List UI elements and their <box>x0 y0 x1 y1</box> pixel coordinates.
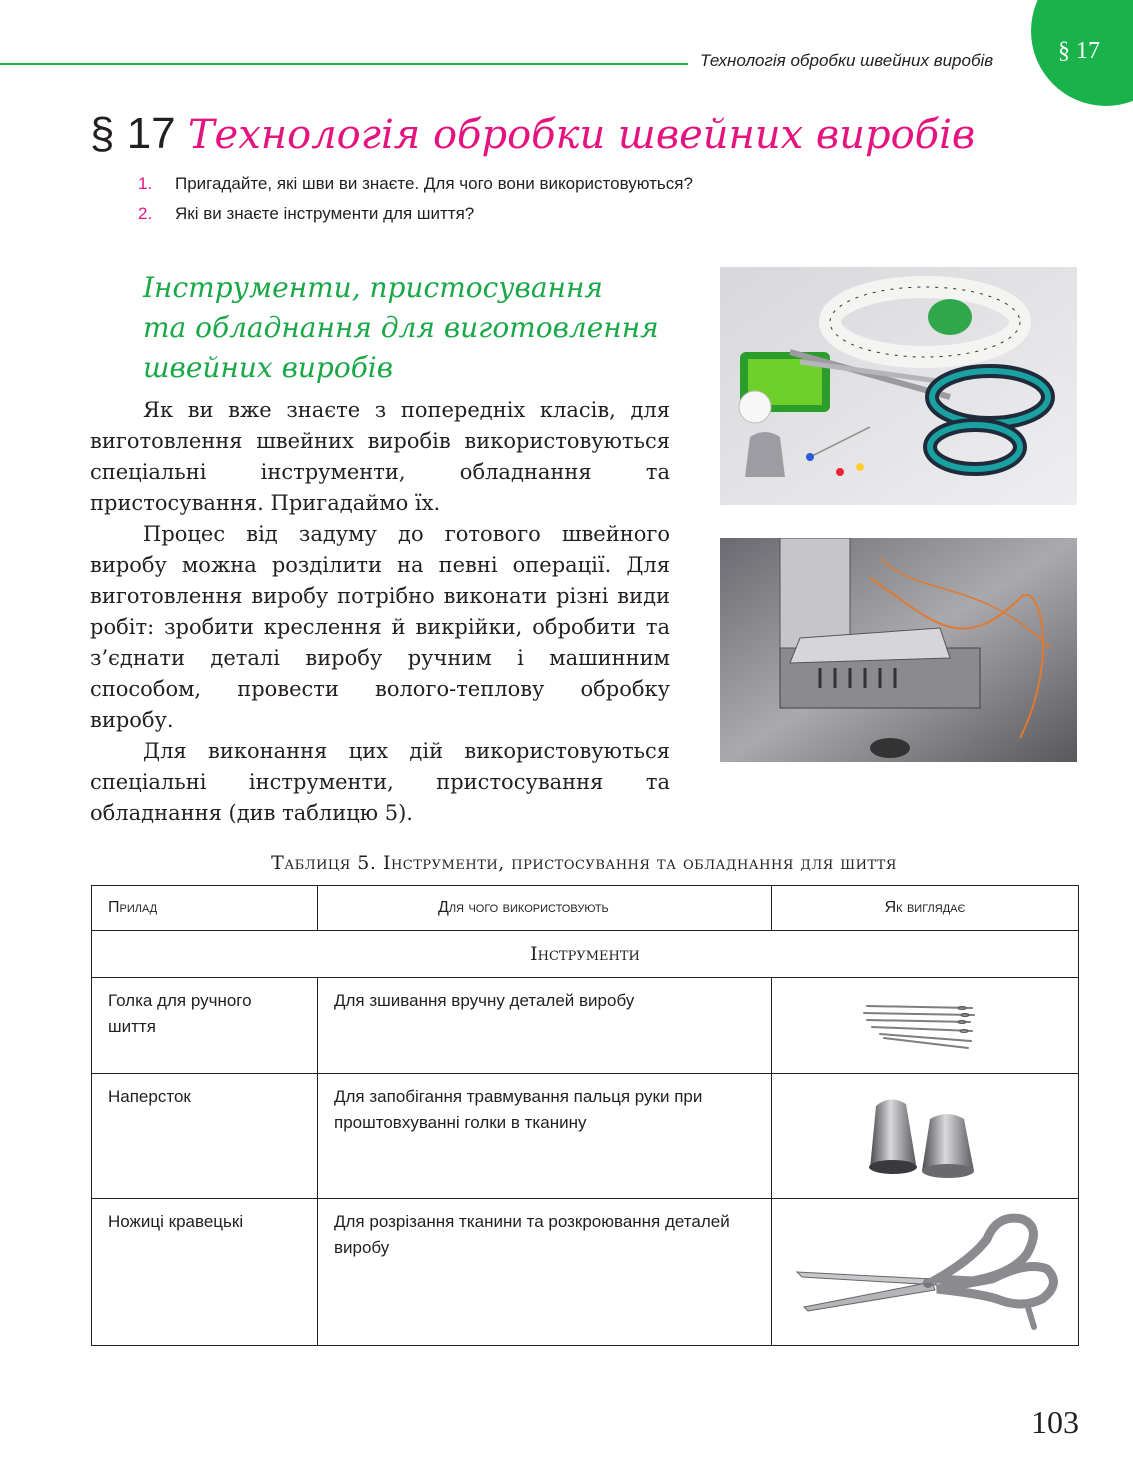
column-header: Для чого використовують <box>318 886 772 931</box>
subsection-title <box>143 268 703 388</box>
table-caption: Таблиця 5. Інструменти, пристосування та обладнання для шиття <box>271 852 897 874</box>
tool-name: Ножиці кравецькі <box>92 1199 318 1346</box>
needles-icon <box>772 978 1079 1074</box>
tool-name: Голка для ручного шиття <box>92 978 318 1074</box>
page-title <box>90 108 975 161</box>
paragraph: Як ви вже знаєте з попередніх класів, для виготовлення швейних виробів використовуються спеціальні інструменти, обладнання та пристосування. Пригадаймо їх. <box>90 398 670 515</box>
question-text: Пригадайте, які шви ви знаєте. Для чого вони використовуються? <box>175 174 693 193</box>
table-group-label: Інструменти <box>92 931 1079 978</box>
subsection-title-line: Інструменти, пристосування <box>143 271 603 304</box>
sewing-tools-photo <box>720 267 1077 505</box>
question-number: 1. <box>138 174 153 193</box>
tool-purpose: Для розрізання тканини та розкроювання деталей виробу <box>318 1199 772 1346</box>
body-text <box>90 395 670 829</box>
table-row <box>92 978 1079 1074</box>
question-text: Які ви знаєте інструменти для шиття? <box>175 204 475 223</box>
section-badge-label: § 17 <box>1058 38 1100 64</box>
question-item <box>138 202 693 232</box>
table-header-row <box>92 886 1079 931</box>
question-item <box>138 172 693 202</box>
review-questions <box>138 172 693 232</box>
page-number: 103 <box>1031 1404 1079 1440</box>
table-row <box>92 1199 1079 1346</box>
thimbles-icon <box>772 1074 1079 1199</box>
tool-purpose: Для запобігання травмування пальця руки при проштовхуванні голки в тканину <box>318 1074 772 1199</box>
tool-name: Наперсток <box>92 1074 318 1199</box>
subsection-title-line: швейних виробів <box>143 351 394 384</box>
section-title: Технологія обробки швейних виробів <box>187 112 976 158</box>
column-header: Прилад <box>92 886 318 931</box>
column-header: Як виглядає <box>772 886 1079 931</box>
tools-table <box>91 885 1079 1346</box>
subsection-title-line: та обладнання для виготовлення <box>143 311 659 344</box>
question-number: 2. <box>138 204 153 223</box>
table-row <box>92 1074 1079 1199</box>
table-group-row <box>92 931 1079 978</box>
tool-purpose: Для зшивання вручну деталей виробу <box>318 978 772 1074</box>
tailor-scissors-icon <box>772 1199 1079 1346</box>
paragraph: Процес від задуму до готового швейного виробу можна розділити на певні операції. Для виготовлення виробу потрібно виконати різні види робіт: зробити креслення й викрійки, обробити та з’єднати деталі виробу ручним і машинним способом, провести волого-теплову обробку виробу. <box>90 522 670 732</box>
header-rule <box>0 63 688 65</box>
sewing-machine-photo <box>720 538 1077 762</box>
running-title: Технологія обробки швейних виробів <box>700 51 994 70</box>
paragraph: Для виконання цих дій використовуються спеціальні інструменти, пристосування та обладнання (див таблицю 5). <box>90 739 670 825</box>
section-number: § 17 <box>90 109 176 158</box>
